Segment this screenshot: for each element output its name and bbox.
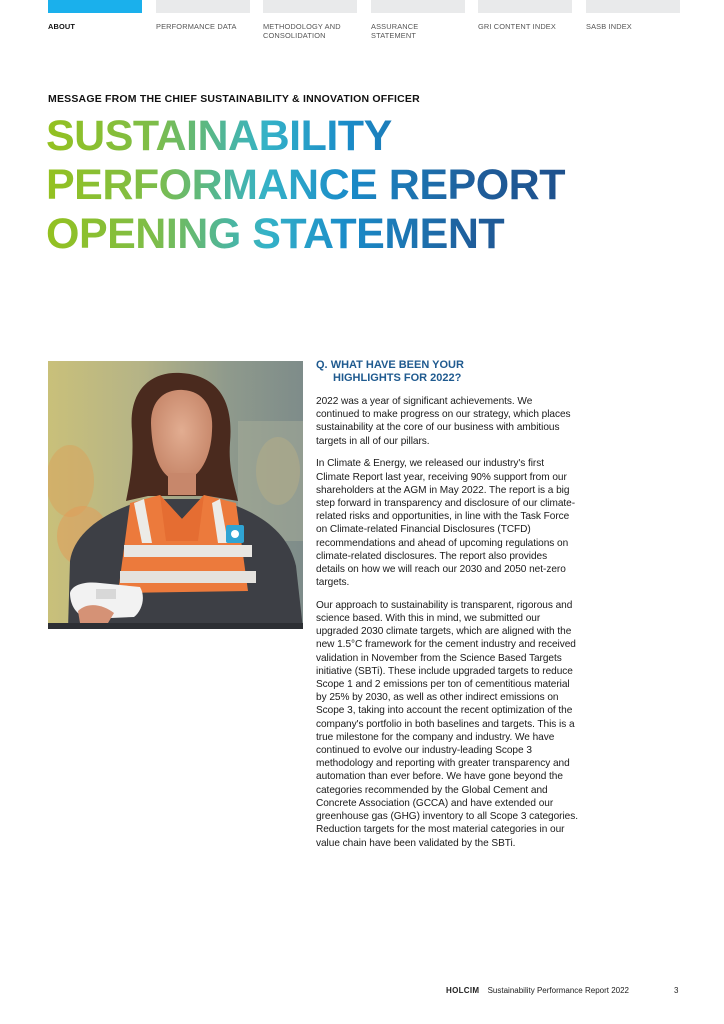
tab-label: PERFORMANCE DATA <box>156 22 237 31</box>
tab-indicator <box>263 0 357 13</box>
tab-label: ABOUT <box>48 22 76 31</box>
tab-performance-data[interactable] <box>156 0 250 31</box>
tab-label: GRI CONTENT INDEX <box>478 22 556 31</box>
paragraph-2: In Climate & Energy, we released our industry's first Climate Report last year, receiving 90% support from our shareholders at the AGM in May 2022. The report is a big step forward in transparency and disclosure of our climate-related risks and opportunities, in line with the Task Force on Climate-related Financial Disclosures (TCFD) recommendations and ahead of upcoming regulations on climate-related disclosures. The report also provides details on how we will reach our 2030 and 2050 net-zero targets. <box>316 458 576 589</box>
question-line-2: HIGHLIGHTS FOR 2022? <box>333 372 462 384</box>
opening-statement-article <box>316 359 578 859</box>
question-heading <box>316 359 578 385</box>
tab-gri-content-index[interactable] <box>478 0 572 31</box>
page-number: 3 <box>674 986 679 995</box>
tab-assurance-statement[interactable] <box>371 0 465 40</box>
page-footer <box>446 986 629 995</box>
tab-label: ASSURANCE STATEMENT <box>371 22 419 40</box>
section-kicker: MESSAGE FROM THE CHIEF SUSTAINABILITY & INNOVATION OFFICER <box>48 93 420 105</box>
portrait-photo <box>48 361 303 629</box>
tab-indicator <box>48 0 142 13</box>
title-line-2: PERFORMANCE REPORT <box>46 161 686 210</box>
paragraph-1: 2022 was a year of significant achievements. We continued to make progress on our strategy, which places sustainability at the core of our business with ambitious targets in all of our pillars. <box>316 396 571 447</box>
tab-about[interactable] <box>48 0 142 31</box>
title-line-1: SUSTAINABILITY <box>46 112 686 161</box>
tab-indicator <box>478 0 572 13</box>
footer-report-title: Sustainability Performance Report 2022 <box>487 986 630 995</box>
tab-indicator <box>156 0 250 13</box>
question-prefix: Q. <box>316 359 328 371</box>
page-title <box>46 112 686 259</box>
tab-label: METHODOLOGY AND CONSOLIDATION <box>263 22 341 40</box>
title-line-3: OPENING STATEMENT <box>46 210 686 259</box>
tab-sasb-index[interactable] <box>586 0 680 31</box>
tab-label: SASB INDEX <box>586 22 632 31</box>
tab-methodology[interactable] <box>263 0 357 40</box>
paragraph-3: Our approach to sustainability is transparent, rigorous and science based. With this in mind, we submitted our upgraded 2030 climate targets, which are aligned with the new 1.5°C framework for the cement industry and received validation in November from the Science Based Targets initiative (SBTi). These include upgraded targets to reduce Scope 1 and 2 emissions per ton of cementitious material by 25% by 2030, as well as other indirect emissions on Scope 3, taking into account the recent optimization of the company's portfolio in both baselines and targets. This is a true milestone for the company and industry. We have continued to evolve our industry-leading Scope 3 methodology and reporting with greater transparency and automation than ever before. We have gone beyond the categories recommended by the Global Cement and Concrete Association (GCCA) and have extended our greenhouse gas (GHG) inventory to all Scope 3 categories. Reduction targets for the most material categories in our value chain have been validated by the SBTi. <box>316 599 578 849</box>
question-line-1: WHAT HAVE BEEN YOUR <box>330 359 464 371</box>
top-navigation <box>48 0 680 44</box>
tab-indicator <box>371 0 465 13</box>
footer-brand: HOLCIM <box>446 986 480 995</box>
tab-indicator <box>586 0 680 13</box>
